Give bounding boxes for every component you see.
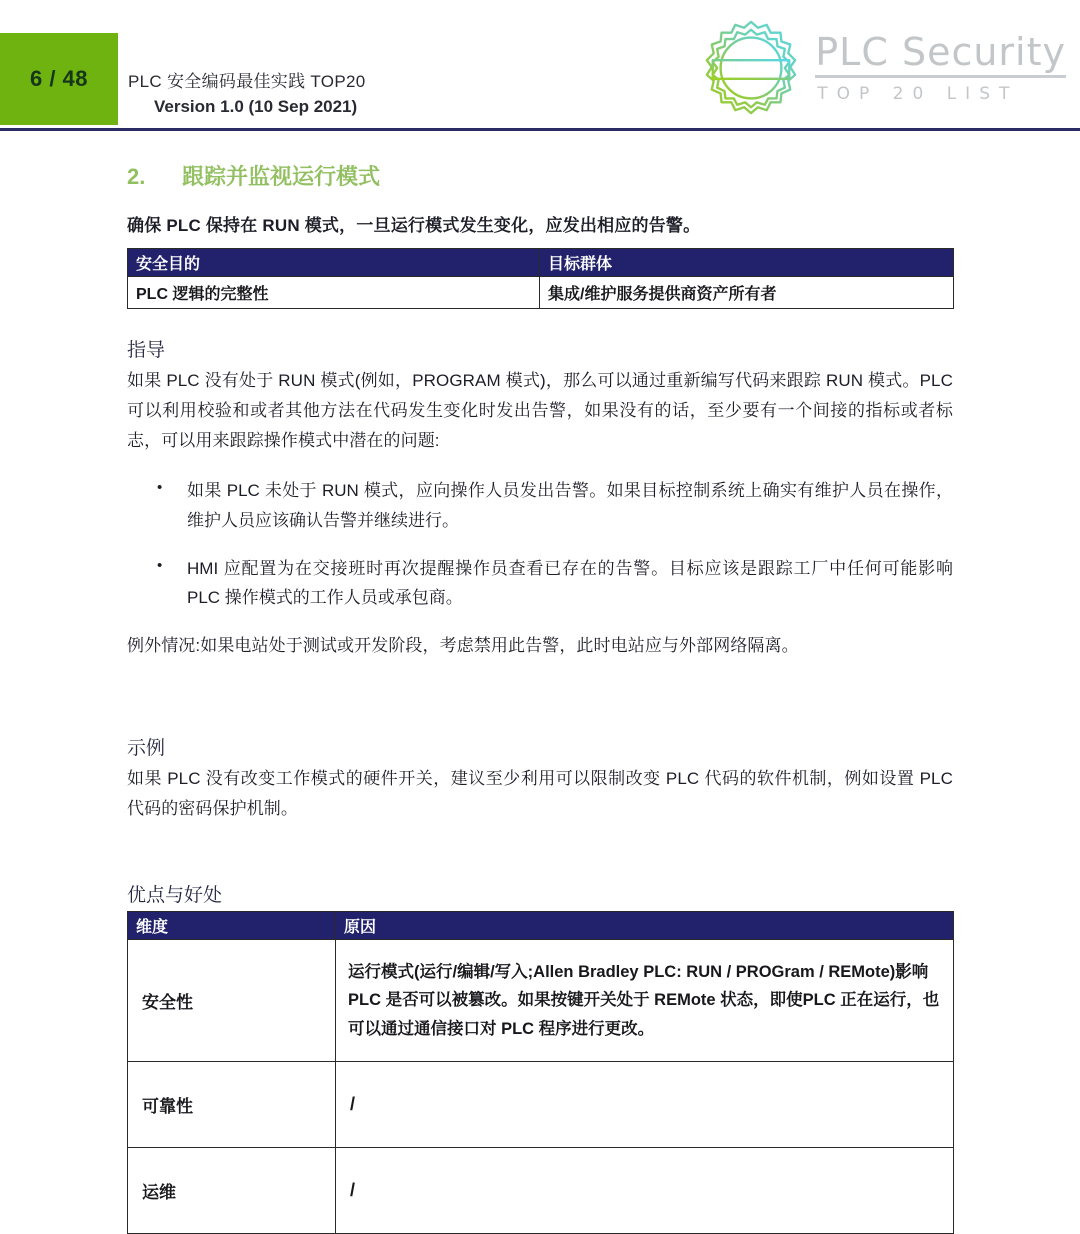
section-lead-statement: 确保 PLC 保持在 RUN 模式，一旦运行模式发生变化，应发出相应的告警。 xyxy=(127,216,701,235)
guidance-bullet-list xyxy=(127,476,953,614)
column-header-target-audience: 目标群体 xyxy=(540,249,954,277)
section-number: 2. xyxy=(127,164,146,189)
table-row xyxy=(128,1062,954,1148)
guidance-exception-note: 例外情况:如果电站处于测试或开发阶段，考虑禁用此告警，此时电站应与外部网络隔离。 xyxy=(127,636,799,656)
document-version: Version 1.0 (10 Sep 2021) xyxy=(154,96,358,116)
benefits-table xyxy=(127,911,954,1234)
table-row xyxy=(128,940,954,1062)
example-heading: 示例 xyxy=(127,738,166,760)
cell-reason-operations: / xyxy=(336,1148,954,1234)
section-title: 跟踪并监视运行模式 xyxy=(182,164,381,189)
document-title: PLC 安全编码最佳实践 TOP20 xyxy=(128,72,366,91)
spacer xyxy=(127,661,953,707)
benefits-heading: 优点与好处 xyxy=(127,885,223,907)
cell-reason-reliability: / xyxy=(336,1062,954,1148)
brand-logo xyxy=(697,16,1066,120)
brand-wordmark xyxy=(815,29,1066,104)
table-row xyxy=(128,277,954,309)
guidance-heading: 指导 xyxy=(127,340,166,361)
page-number-label: 6 / 48 xyxy=(29,66,89,91)
brand-name: PLC Security xyxy=(815,33,1066,78)
list-item: • 如果 PLC 未处于 RUN 模式，应向操作人员发出告警。如果目标控制系统上确实有维护人员在操作，维护人员应该确认告警并继续进行。 xyxy=(185,476,953,536)
page-header xyxy=(0,0,1080,130)
example-paragraph: 如果 PLC 没有改变工作模式的硬件开关，建议至少利用可以限制改变 PLC 代码的软件机制，例如设置 PLC 代码的密码保护机制。 xyxy=(127,769,953,819)
table-header-row xyxy=(128,249,954,277)
table-header-row xyxy=(128,912,954,940)
cell-target-audience: 集成/维护服务提供商资产所有者 xyxy=(540,277,954,309)
table-row xyxy=(128,1148,954,1234)
objective-table xyxy=(127,248,954,309)
gear-circuit-icon xyxy=(697,16,805,120)
section-heading xyxy=(127,160,953,191)
spacer xyxy=(127,824,953,854)
column-header-security-objective: 安全目的 xyxy=(128,249,540,277)
cell-security-objective: PLC 逻辑的完整性 xyxy=(128,277,540,309)
column-header-reason: 原因 xyxy=(336,912,954,940)
cell-dimension-operations: 运维 xyxy=(128,1148,336,1234)
cell-reason-security: 运行模式(运行/编辑/写入;Allen Bradley PLC: RUN / PROGram / REMote)影响 PLC 是否可以被篡改。如果按键开关处于 REMote 状态，即使PLC 正在运行，也可以通过通信接口对 PLC 程序进行更改。 xyxy=(336,940,954,1062)
cell-dimension-security: 安全性 xyxy=(128,940,336,1062)
header-title-block xyxy=(128,70,365,119)
header-divider xyxy=(0,128,1080,131)
guidance-paragraph: 如果 PLC 没有处于 RUN 模式(例如，PROGRAM 模式)，那么可以通过重新编写代码来跟踪 RUN 模式。PLC 可以利用校验和或者其他方法在代码发生变化时发出告警，如果没有的话，至少要有一个间接的指标或者标志，可以用来跟踪操作模式中潜在的问题: xyxy=(127,371,953,450)
page-number-badge xyxy=(0,33,118,125)
list-item: • HMI 应配置为在交接班时再次提醒操作员查看已存在的告警。目标应该是跟踪工厂中任何可能影响 PLC 操作模式的工作人员或承包商。 xyxy=(185,554,953,614)
column-header-dimension: 维度 xyxy=(128,912,336,940)
brand-tagline: TOP 20 LIST xyxy=(817,83,1019,104)
document-content xyxy=(127,160,953,1234)
cell-dimension-reliability: 可靠性 xyxy=(128,1062,336,1148)
